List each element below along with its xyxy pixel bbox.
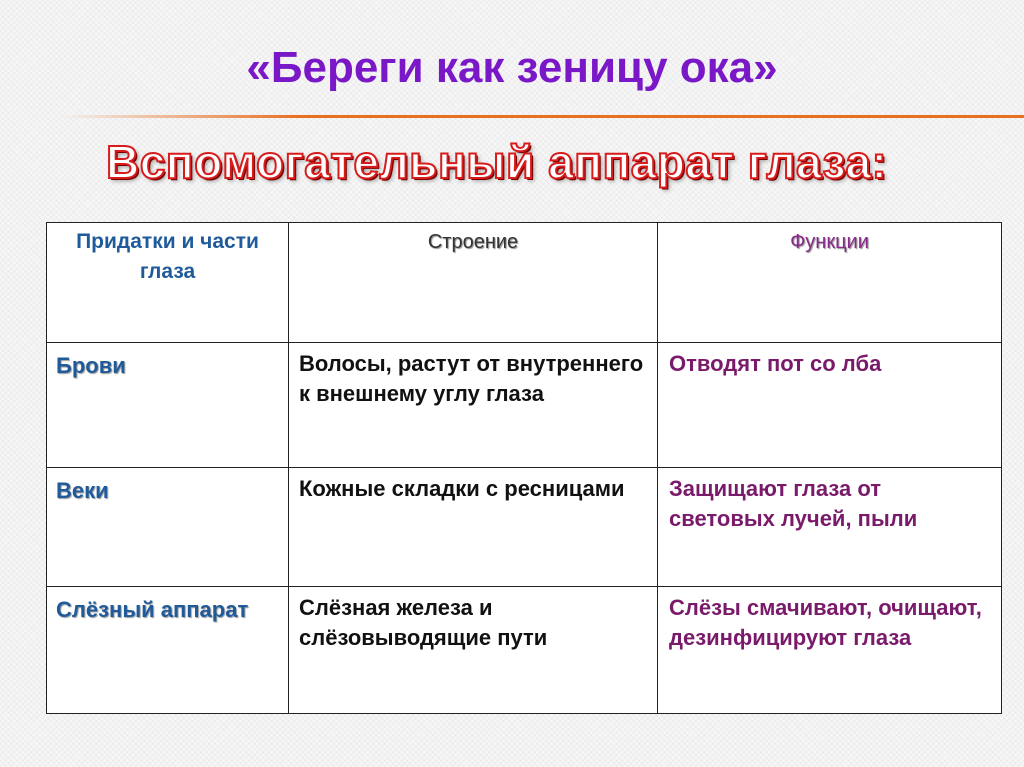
table-row-function-cell bbox=[657, 586, 1002, 714]
slide-title: «Береги как зеницу ока» bbox=[246, 43, 778, 92]
header-cell-parts bbox=[46, 222, 289, 344]
part-label: Веки bbox=[56, 478, 109, 503]
table-row-part-cell bbox=[46, 342, 289, 469]
structure-text: Кожные складки с ресницами bbox=[299, 476, 625, 501]
function-text: Защищают глаза от световых лучей, пыли bbox=[669, 476, 918, 531]
structure-text: Волосы, растут от внутреннего к внешнему углу глаза bbox=[299, 351, 644, 406]
part-label: Слёзный аппарат bbox=[56, 597, 249, 622]
function-text: Отводят пот со лба bbox=[669, 351, 882, 376]
function-text: Слёзы смачивают, очищают, дезинфицируют глаза bbox=[669, 595, 982, 650]
header-parts-label: Придатки и части глаза bbox=[76, 230, 259, 283]
header-cell-functions bbox=[657, 222, 1002, 344]
table-row-part-cell bbox=[46, 586, 289, 714]
title-divider bbox=[60, 115, 1024, 118]
table-row-structure-cell bbox=[288, 467, 658, 588]
table-row-structure-cell bbox=[288, 342, 658, 469]
part-label: Брови bbox=[56, 353, 126, 378]
table-row-part-cell bbox=[46, 467, 289, 588]
table-row-structure-cell bbox=[288, 586, 658, 714]
slide-subtitle: Вспомогательный аппарат глаза: bbox=[106, 136, 888, 188]
structure-text: Слёзная железа и слёзовыводящие пути bbox=[299, 595, 548, 650]
header-functions-label: Функции bbox=[790, 231, 869, 253]
table-row-function-cell bbox=[657, 467, 1002, 588]
header-cell-structure bbox=[288, 222, 658, 344]
table-row-function-cell bbox=[657, 342, 1002, 469]
header-structure-label: Строение bbox=[427, 231, 519, 253]
